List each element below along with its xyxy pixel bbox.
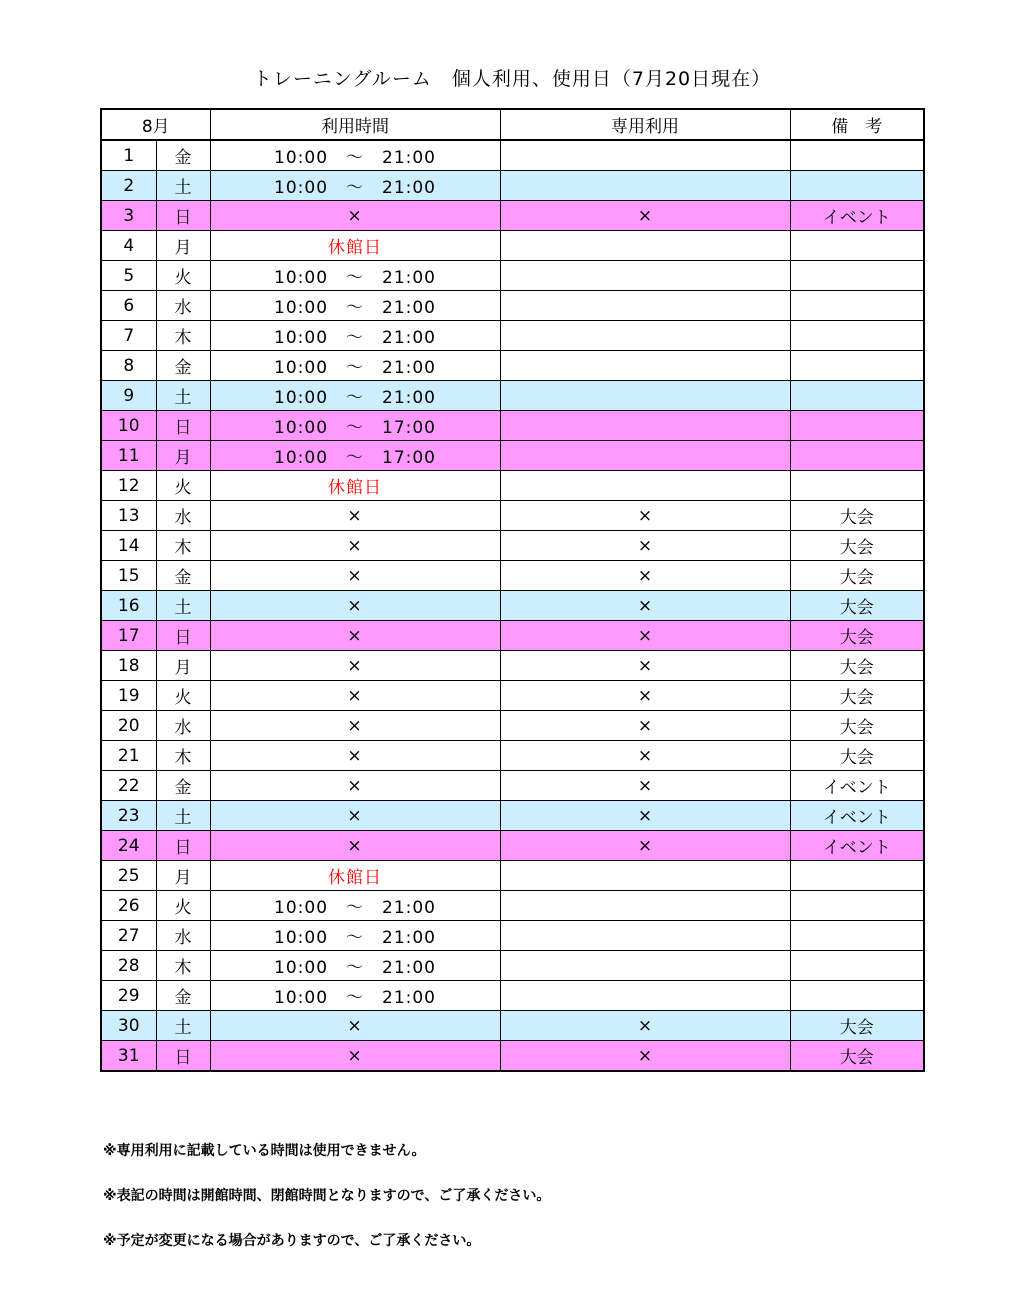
time-cell: ×: [210, 831, 500, 861]
note-cell: [790, 921, 924, 951]
day-cell: 4: [101, 231, 156, 261]
note-cell: 大会: [790, 531, 924, 561]
day-cell: 18: [101, 651, 156, 681]
table-header-row: [101, 109, 924, 140]
table-row: [101, 921, 924, 951]
time-cell: ×: [210, 531, 500, 561]
table-row: [101, 171, 924, 201]
day-cell: 21: [101, 741, 156, 771]
day-cell: 15: [101, 561, 156, 591]
note-cell: 大会: [790, 1041, 924, 1072]
note-cell: 大会: [790, 741, 924, 771]
weekday-cell: 火: [156, 261, 210, 291]
weekday-cell: 土: [156, 801, 210, 831]
day-cell: 25: [101, 861, 156, 891]
table-row: [101, 891, 924, 921]
exclusive-cell: [500, 321, 790, 351]
exclusive-cell: [500, 231, 790, 261]
day-cell: 16: [101, 591, 156, 621]
table-row: [101, 561, 924, 591]
note-cell: 大会: [790, 651, 924, 681]
time-cell: 休館日: [210, 231, 500, 261]
note-cell: 大会: [790, 681, 924, 711]
table-row: [101, 801, 924, 831]
note-cell: 大会: [790, 711, 924, 741]
day-cell: 13: [101, 501, 156, 531]
note-cell: [790, 951, 924, 981]
note-cell: [790, 291, 924, 321]
time-cell: 10:00 ～ 21:00: [210, 140, 500, 171]
day-cell: 10: [101, 411, 156, 441]
table-row: [101, 951, 924, 981]
table-row: [101, 531, 924, 561]
table-row: [101, 651, 924, 681]
table-row: [101, 291, 924, 321]
exclusive-cell: [500, 441, 790, 471]
time-cell: 休館日: [210, 861, 500, 891]
exclusive-cell: [500, 291, 790, 321]
exclusive-cell: ×: [500, 771, 790, 801]
note-cell: イベント: [790, 801, 924, 831]
day-cell: 14: [101, 531, 156, 561]
weekday-cell: 水: [156, 501, 210, 531]
time-cell: 10:00 ～ 17:00: [210, 411, 500, 441]
table-row: [101, 471, 924, 501]
exclusive-cell: [500, 411, 790, 441]
weekday-cell: 月: [156, 231, 210, 261]
table-row: [101, 501, 924, 531]
weekday-cell: 金: [156, 981, 210, 1011]
table-row: [101, 411, 924, 441]
time-cell: 10:00 ～ 21:00: [210, 261, 500, 291]
table-row: [101, 381, 924, 411]
time-cell: 10:00 ～ 21:00: [210, 921, 500, 951]
time-cell: 10:00 ～ 21:00: [210, 381, 500, 411]
note-cell: [790, 321, 924, 351]
footnote: ※表記の時間は開館時間、閉館時間となりますので、ご了承ください。: [103, 1188, 551, 1204]
note-cell: イベント: [790, 771, 924, 801]
table-row: [101, 831, 924, 861]
time-cell: 10:00 ～ 21:00: [210, 951, 500, 981]
weekday-cell: 日: [156, 831, 210, 861]
day-cell: 12: [101, 471, 156, 501]
weekday-cell: 木: [156, 951, 210, 981]
schedule-table: [100, 108, 925, 1072]
note-cell: [790, 171, 924, 201]
page-title: トレーニングルーム 個人利用、使用日（7月20日現在）: [252, 68, 772, 90]
exclusive-cell: [500, 171, 790, 201]
exclusive-cell: [500, 921, 790, 951]
day-cell: 2: [101, 171, 156, 201]
table-row: [101, 681, 924, 711]
weekday-cell: 日: [156, 621, 210, 651]
note-cell: 大会: [790, 591, 924, 621]
exclusive-cell: ×: [500, 501, 790, 531]
time-cell: 10:00 ～ 17:00: [210, 441, 500, 471]
weekday-cell: 金: [156, 140, 210, 171]
weekday-cell: 月: [156, 651, 210, 681]
weekday-cell: 月: [156, 441, 210, 471]
exclusive-cell: ×: [500, 561, 790, 591]
day-cell: 19: [101, 681, 156, 711]
weekday-cell: 火: [156, 681, 210, 711]
exclusive-cell: [500, 351, 790, 381]
weekday-cell: 金: [156, 351, 210, 381]
header-notes: 備 考: [790, 109, 924, 140]
day-cell: 8: [101, 351, 156, 381]
weekday-cell: 日: [156, 201, 210, 231]
note-cell: 大会: [790, 621, 924, 651]
header-month: 8月: [101, 109, 210, 140]
day-cell: 20: [101, 711, 156, 741]
note-cell: [790, 411, 924, 441]
exclusive-cell: [500, 261, 790, 291]
time-cell: ×: [210, 801, 500, 831]
table-row: [101, 231, 924, 261]
day-cell: 1: [101, 140, 156, 171]
time-cell: ×: [210, 561, 500, 591]
note-cell: 大会: [790, 1011, 924, 1041]
day-cell: 17: [101, 621, 156, 651]
note-cell: [790, 981, 924, 1011]
weekday-cell: 火: [156, 471, 210, 501]
weekday-cell: 土: [156, 381, 210, 411]
table-row: [101, 321, 924, 351]
day-cell: 27: [101, 921, 156, 951]
time-cell: ×: [210, 501, 500, 531]
time-cell: ×: [210, 1011, 500, 1041]
exclusive-cell: [500, 471, 790, 501]
weekday-cell: 土: [156, 591, 210, 621]
weekday-cell: 土: [156, 1011, 210, 1041]
weekday-cell: 水: [156, 921, 210, 951]
table-row: [101, 1041, 924, 1072]
table-row: [101, 741, 924, 771]
weekday-cell: 金: [156, 771, 210, 801]
exclusive-cell: [500, 951, 790, 981]
note-cell: [790, 441, 924, 471]
day-cell: 28: [101, 951, 156, 981]
exclusive-cell: [500, 891, 790, 921]
day-cell: 30: [101, 1011, 156, 1041]
time-cell: ×: [210, 1041, 500, 1072]
table-row: [101, 861, 924, 891]
header-time: 利用時間: [210, 109, 500, 140]
note-cell: イベント: [790, 201, 924, 231]
day-cell: 11: [101, 441, 156, 471]
weekday-cell: 日: [156, 1041, 210, 1072]
exclusive-cell: ×: [500, 1041, 790, 1072]
exclusive-cell: ×: [500, 621, 790, 651]
time-cell: ×: [210, 741, 500, 771]
time-cell: ×: [210, 681, 500, 711]
table-row: [101, 140, 924, 171]
table-row: [101, 621, 924, 651]
weekday-cell: 木: [156, 741, 210, 771]
day-cell: 26: [101, 891, 156, 921]
table-row: [101, 261, 924, 291]
table-row: [101, 1011, 924, 1041]
note-cell: 大会: [790, 561, 924, 591]
table-row: [101, 441, 924, 471]
day-cell: 31: [101, 1041, 156, 1072]
exclusive-cell: [500, 861, 790, 891]
day-cell: 22: [101, 771, 156, 801]
weekday-cell: 月: [156, 861, 210, 891]
table-row: [101, 711, 924, 741]
exclusive-cell: [500, 140, 790, 171]
table-row: [101, 981, 924, 1011]
weekday-cell: 水: [156, 291, 210, 321]
time-cell: ×: [210, 621, 500, 651]
day-cell: 23: [101, 801, 156, 831]
day-cell: 3: [101, 201, 156, 231]
note-cell: [790, 140, 924, 171]
table-row: [101, 351, 924, 381]
weekday-cell: 土: [156, 171, 210, 201]
exclusive-cell: ×: [500, 711, 790, 741]
footnote: ※予定が変更になる場合がありますので、ご了承ください。: [103, 1233, 481, 1249]
note-cell: [790, 861, 924, 891]
note-cell: [790, 261, 924, 291]
time-cell: 10:00 ～ 21:00: [210, 171, 500, 201]
time-cell: ×: [210, 201, 500, 231]
time-cell: 10:00 ～ 21:00: [210, 291, 500, 321]
day-cell: 29: [101, 981, 156, 1011]
time-cell: 休館日: [210, 471, 500, 501]
exclusive-cell: ×: [500, 681, 790, 711]
exclusive-cell: ×: [500, 651, 790, 681]
table-row: [101, 771, 924, 801]
exclusive-cell: [500, 381, 790, 411]
weekday-cell: 金: [156, 561, 210, 591]
time-cell: 10:00 ～ 21:00: [210, 321, 500, 351]
time-cell: 10:00 ～ 21:00: [210, 981, 500, 1011]
day-cell: 7: [101, 321, 156, 351]
note-cell: [790, 351, 924, 381]
note-cell: [790, 231, 924, 261]
exclusive-cell: ×: [500, 201, 790, 231]
weekday-cell: 火: [156, 891, 210, 921]
weekday-cell: 木: [156, 321, 210, 351]
weekday-cell: 水: [156, 711, 210, 741]
exclusive-cell: ×: [500, 741, 790, 771]
table-row: [101, 591, 924, 621]
time-cell: 10:00 ～ 21:00: [210, 891, 500, 921]
time-cell: 10:00 ～ 21:00: [210, 351, 500, 381]
note-cell: [790, 471, 924, 501]
day-cell: 5: [101, 261, 156, 291]
footnotes: [103, 1140, 550, 1275]
day-cell: 6: [101, 291, 156, 321]
exclusive-cell: ×: [500, 801, 790, 831]
day-cell: 24: [101, 831, 156, 861]
weekday-cell: 日: [156, 411, 210, 441]
exclusive-cell: ×: [500, 591, 790, 621]
time-cell: ×: [210, 651, 500, 681]
footnote: ※専用利用に記載している時間は使用できません。: [103, 1143, 426, 1159]
header-exclusive: 専用利用: [500, 109, 790, 140]
weekday-cell: 木: [156, 531, 210, 561]
note-cell: イベント: [790, 831, 924, 861]
time-cell: ×: [210, 771, 500, 801]
note-cell: 大会: [790, 501, 924, 531]
time-cell: ×: [210, 711, 500, 741]
note-cell: [790, 381, 924, 411]
table-body: [101, 140, 924, 1071]
exclusive-cell: ×: [500, 1011, 790, 1041]
table-row: [101, 201, 924, 231]
time-cell: ×: [210, 591, 500, 621]
day-cell: 9: [101, 381, 156, 411]
note-cell: [790, 891, 924, 921]
exclusive-cell: ×: [500, 531, 790, 561]
exclusive-cell: [500, 981, 790, 1011]
exclusive-cell: ×: [500, 831, 790, 861]
